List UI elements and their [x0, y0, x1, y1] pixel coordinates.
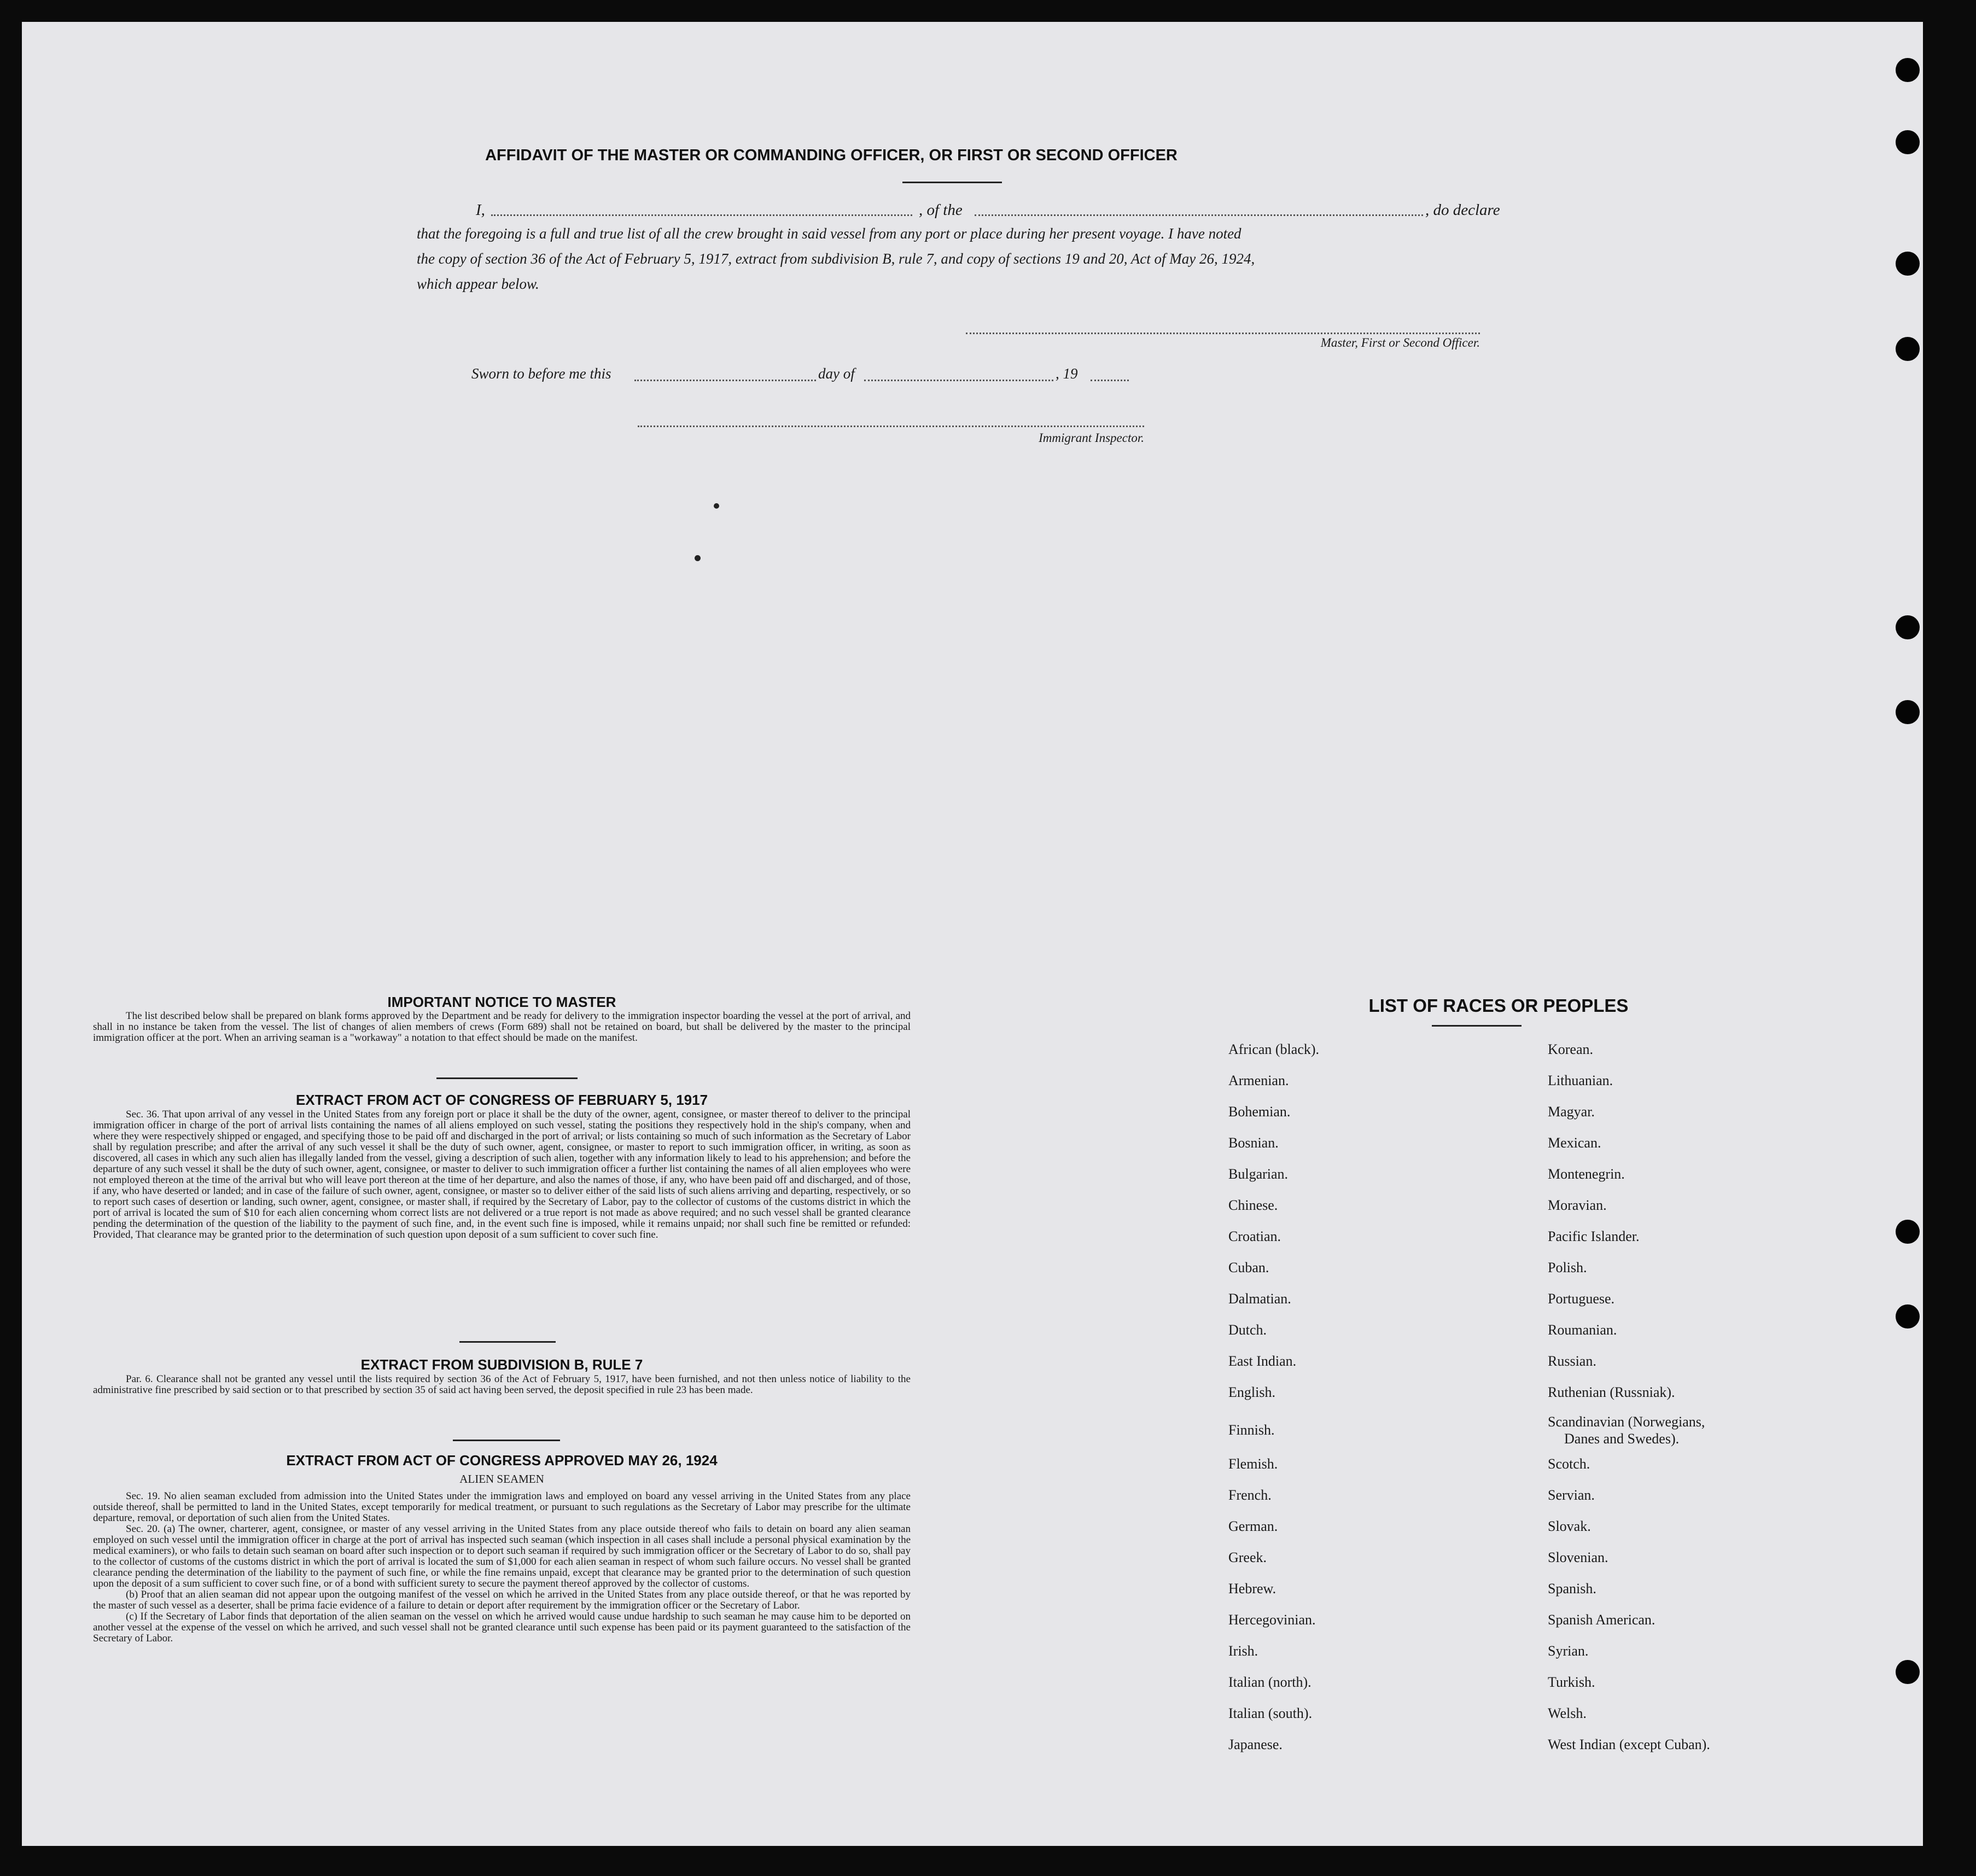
sec20c-text: (c) If the Secretary of Labor finds that deportation of the alien seaman on the vessel on which he arrived would cause undue hardship to such seaman he may cause him to be deported on another vessel at the expense of the vessel on which he arrived, and such vessel shall not be granted clearance until such expense has been paid or its payment guaranteed to the satisfaction of the Secretary of Labor. [93, 1611, 911, 1644]
race-item: Magyar. [1548, 1104, 1595, 1120]
affidavit-title: AFFIDAVIT OF THE MASTER OR COMMANDING OFFICER, OR FIRST OR SECOND OFFICER [485, 147, 1178, 164]
race-item: Japanese. [1228, 1737, 1283, 1752]
sworn-prefix: Sworn to before me this [471, 365, 611, 382]
race-item: Hercegovinian. [1228, 1612, 1316, 1628]
binder-hole [1896, 337, 1920, 361]
race-item: Slovenian. [1548, 1549, 1608, 1565]
race-item: Croatian. [1228, 1228, 1281, 1244]
document-page [22, 22, 1923, 1846]
race-item: Syrian. [1548, 1643, 1589, 1659]
race-item: Dutch. [1228, 1322, 1267, 1338]
race-item: Finnish. [1228, 1422, 1275, 1438]
sec20b-text: (b) Proof that an alien seaman did not appear upon the outgoing manifest of the vessel on which he arrived in the United States from any place outside thereof, or that he was reported by the master of such vessel as a deserter, shall be prima facie evidence of a failure to detain or deport after requirement by the immigration officer or the Secretary of Labor. [93, 1589, 911, 1611]
race-item: West Indian (except Cuban). [1548, 1737, 1710, 1752]
race-item: Montenegrin. [1548, 1166, 1625, 1182]
race-item: Bosnian. [1228, 1135, 1279, 1151]
title-rule [1432, 1025, 1522, 1027]
vessel-line [975, 214, 1423, 216]
race-item: French. [1228, 1487, 1272, 1503]
race-item: Slovak. [1548, 1518, 1591, 1534]
race-item: East Indian. [1228, 1353, 1297, 1369]
race-item: Spanish American. [1548, 1612, 1656, 1628]
binder-hole [1896, 1660, 1920, 1684]
race-item: Russian. [1548, 1353, 1596, 1369]
race-item: English. [1228, 1384, 1275, 1400]
inspector-label: Immigrant Inspector. [1039, 431, 1144, 445]
race-item: Moravian. [1548, 1197, 1607, 1213]
race-item: Turkish. [1548, 1674, 1595, 1690]
affidavit-i: I, [476, 201, 485, 219]
extract-1924-subtitle: ALIEN SEAMEN [459, 1472, 544, 1485]
sworn-date-line [634, 380, 816, 381]
race-item: Spanish. [1548, 1581, 1596, 1597]
race-item: Lithuanian. [1548, 1073, 1613, 1088]
race-item: Korean. [1548, 1041, 1594, 1057]
sworn-year: , 19 [1056, 365, 1078, 382]
binder-hole [1896, 130, 1920, 154]
extract-1924-title: EXTRACT FROM ACT OF CONGRESS APPROVED MAY 26, 1924 [286, 1452, 718, 1469]
race-item: Portuguese. [1548, 1291, 1615, 1307]
race-item: Italian (north). [1228, 1674, 1311, 1690]
affidavit-of-the: , of the [919, 201, 963, 219]
extract-1924-body [93, 1491, 911, 1644]
binder-hole [1896, 252, 1920, 276]
race-item: Servian. [1548, 1487, 1595, 1503]
race-item: Welsh. [1548, 1705, 1587, 1721]
sec19-text: Sec. 19. No alien seaman excluded from admission into the United States under the immigration laws and employed on board any vessel arriving in the United States from any place outside thereof, shall be permitted to land in the United States, except temporarily for medical treatment, or pursuant to such regulations as the Secretary of Labor may prescribe for the ultimate departure, removal, or deportation of such alien from the United States. [93, 1490, 911, 1524]
race-item: Bulgarian. [1228, 1166, 1289, 1182]
race-item: Ruthenian (Russniak). [1548, 1384, 1675, 1400]
extract-1917-text: Sec. 36. That upon arrival of any vessel in the United States from any foreign port or place it shall be the duty of the owner, agent, consignee, or master thereof to deliver to the principal immigration officer in charge of the port of arrival lists containing the names of all aliens employed on such vessel, stating the positions they respectively hold in the ship's company, when and where they were respectively shipped or engaged, and specifying those to be paid off and discharged in the port of arrival; or lists containing so much of such information as the Secretary of Labor shall by regulation prescribe; and after the arrival of any such vessel it shall be the duty of such owner, agent, consignee, or master to report to such immigration officer, in writing, as soon as discovered, all cases in which any such alien has illegally landed from the vessel, giving a description of such alien, together with any information likely to lead to his apprehension; and before the departure of any such vessel it shall be the duty of such owner, agent, consignee, or master to deliver to such immigration officer a further list containing the names of all alien employees who were not employed thereon at the time of the arrival but who will leave port thereon at the time of her departure, and also the names of those, if any, who have been paid off and discharged, and of those, if any, who have deserted or landed; and in case of the failure of such owner, agent, consignee, or master so to deliver either of the said lists of such aliens arriving and departing, respectively, or so to report such cases of desertion or landing, such owner, agent, consignee, or master shall, if required by the Secretary of Labor, pay to the collector of customs of the customs district in which the port of arrival is located the sum of $10 for each alien concerning whom correct lists are not delivered or a true report is not made as above required; and no such vessel shall be granted clearance pending the determination of the question of the liability to the payment of such fine, and, in the event such fine is imposed, while it remains unpaid; nor shall such fine be remitted or refunded: Provided, That clearance may be granted prior to the determination of such question upon deposit of a sum sufficient to cover such fine. [93, 1109, 911, 1240]
extract-1917-title: EXTRACT FROM ACT OF CONGRESS OF FEBRUARY 5, 1917 [295, 1092, 708, 1108]
speck [695, 555, 701, 561]
sworn-year-line [1091, 380, 1129, 381]
race-item: African (black). [1228, 1041, 1320, 1057]
binder-hole [1896, 1220, 1920, 1244]
race-item: Scotch. [1548, 1456, 1590, 1472]
binder-hole [1896, 58, 1920, 82]
sworn-month-line [864, 380, 1053, 381]
binder-hole [1896, 1304, 1920, 1329]
section-rule [459, 1341, 556, 1343]
sec20a-text: Sec. 20. (a) The owner, charterer, agent, consignee, or master of any vessel arriving in the United States from any place outside thereof who fails to detain on board any alien seaman employed on such vessel until the immigration officer in charge at the port of arrival has inspected such seaman (which inspection in all cases shall include a personal physical examination by the medical examiners), or who fails to detain such seaman on board after such inspection or to deport such seaman if required by such immigration officer or the Secretary of Labor to do so, shall pay to the collector of customs of the customs district in which the port of arrival is located the sum of $1,000 for each alien seaman in respect of whom such failure occurs. No vessel shall be granted clearance pending the determination of the liability to the payment of such fine, or while the fine remains unpaid, except that clearance may be granted prior to the determination of such question upon the deposit of a sum sufficient to cover such fine, or of a bond with sufficient surety to secure the payment thereof approved by the collector of customs. [93, 1523, 911, 1589]
name-line [491, 214, 912, 216]
race-item: Chinese. [1228, 1197, 1278, 1213]
race-item: Flemish. [1228, 1456, 1278, 1472]
affidavit-declare: , do declare [1425, 201, 1500, 219]
rule7-text: Par. 6. Clearance shall not be granted any vessel until the lists required by section 36 of the Act of February 5, 1917, have been furnished, and not then unless notice of liability to the administrative fine prescribed by said section or to that prescribed by section 35 of said act having been served, the deposit specified in rule 23 has been made. [93, 1373, 911, 1396]
section-rule [453, 1440, 560, 1441]
section-rule [436, 1077, 578, 1079]
master-signature-line [966, 333, 1480, 334]
race-item: Irish. [1228, 1643, 1258, 1659]
race-item: German. [1228, 1518, 1278, 1534]
races-title: LIST OF RACES OR PEOPLES [1368, 995, 1629, 1016]
race-item: Danes and Swedes). [1564, 1431, 1680, 1447]
race-item: Armenian. [1228, 1073, 1289, 1088]
race-item: Pacific Islander. [1548, 1228, 1640, 1244]
race-item: Mexican. [1548, 1135, 1601, 1151]
rule7-title: EXTRACT FROM SUBDIVISION B, RULE 7 [360, 1356, 643, 1373]
binder-hole [1896, 615, 1920, 639]
inspector-signature-line [638, 426, 1144, 427]
race-item: Italian (south). [1228, 1705, 1313, 1721]
sworn-day-of: day of [818, 365, 855, 382]
affidavit-line4: which appear below. [417, 276, 539, 292]
affidavit-line3: the copy of section 36 of the Act of February 5, 1917, extract from subdivision B, rule 7, and copy of sections 19 and 20, Act of May 26, 1924, [417, 250, 1255, 267]
race-item: Bohemian. [1228, 1104, 1291, 1120]
speck [714, 503, 719, 509]
race-item: Roumanian. [1548, 1322, 1617, 1338]
race-item: Hebrew. [1228, 1581, 1276, 1597]
race-item: Greek. [1228, 1549, 1267, 1565]
race-item: Dalmatian. [1228, 1291, 1291, 1307]
notice-title: IMPORTANT NOTICE TO MASTER [387, 994, 616, 1010]
notice-text: The list described below shall be prepared on blank forms approved by the Department and be ready for delivery to the immigration inspector boarding the vessel at the port of arrival, and shall in no instance be taken from the vessel. The list of changes of alien members of crews (Form 689) shall not be retained on board, but shall be delivered by the master to the principal immigration officer at the port. When an arriving seaman is a "workaway" a notation to that effect should be made on the manifest. [93, 1010, 911, 1044]
affidavit-line2: that the foregoing is a full and true list of all the crew brought in said vessel from any port or place during her present voyage. I have noted [417, 225, 1241, 242]
race-item: Cuban. [1228, 1260, 1269, 1275]
master-signature-label: Master, First or Second Officer. [1320, 336, 1480, 349]
binder-hole [1896, 700, 1920, 724]
race-item: Polish. [1548, 1260, 1587, 1275]
title-rule [902, 182, 1002, 183]
race-item: Scandinavian (Norwegians, [1548, 1414, 1705, 1430]
